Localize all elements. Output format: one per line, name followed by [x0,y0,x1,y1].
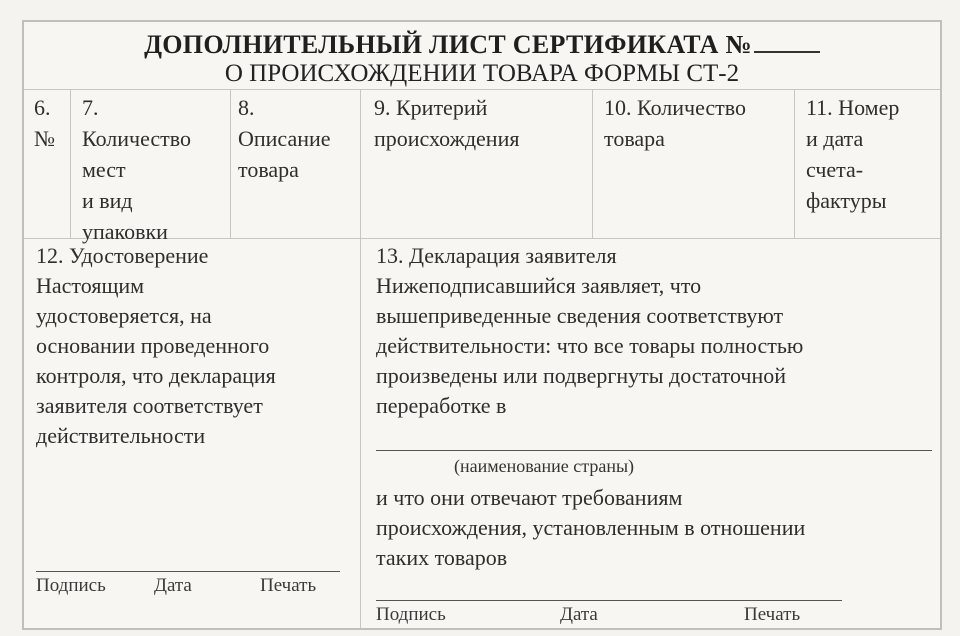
certificate-number-blank [754,31,820,53]
box13-signature-line [376,600,842,601]
column-9-header: 9. Критерий происхождения [374,95,520,151]
country-line [376,450,932,451]
box13-text: 13. Декларация заявителя Нижеподписавшийся заявляет, что вышеприведенные сведения соответствуют действительности: что все товары полностью произведены или подвергнуты достаточной переработке в [376,243,804,418]
box13-text-2: и что они отвечают требованиям происхождения, установленным в отношении таких товаров [376,485,806,570]
box12-sign-label: Подпись [36,575,106,596]
box12-title: 12. Удостоверение [36,243,209,268]
box13-stamp-label: Печать [744,604,801,625]
box12-date-label: Дата [154,575,192,596]
column-10-header: 10. Количество товара [604,95,747,151]
country-caption: (наименование страны) [454,456,635,476]
column-8-header: 8. Описание товара [238,95,331,182]
box13-title: 13. Декларация заявителя [376,243,617,268]
box12-signature-line [36,571,340,572]
form-title: ДОПОЛНИТЕЛЬНЫЙ ЛИСТ СЕРТИФИКАТА № [24,30,940,60]
form-subtitle: О ПРОИСХОЖДЕНИИ ТОВАРА ФОРМЫ СТ-2 [224,60,740,87]
box12-stamp-label: Печать [260,575,317,596]
col-divider-2 [230,89,231,238]
col-divider-1 [70,89,71,238]
certificate-sheet [22,20,942,630]
box13-sign-label: Подпись [376,604,446,625]
header-divider [24,89,940,90]
box12-text: 12. Удостоверение Настоящим удостоверяется, на основании проведенного контроля, что декларация заявителя соответствует действительности [36,243,276,448]
col-divider-4 [592,89,593,238]
box13-date-label: Дата [560,604,598,625]
column-6-header: 6. № [34,95,55,151]
col-divider-3 [360,89,361,238]
col-divider-5 [794,89,795,238]
column-11-header: 11. Номер и дата счета- фактуры [806,95,900,213]
lower-divider [360,238,361,628]
column-7-header: 7. Количество мест и вид упаковки [82,95,192,244]
